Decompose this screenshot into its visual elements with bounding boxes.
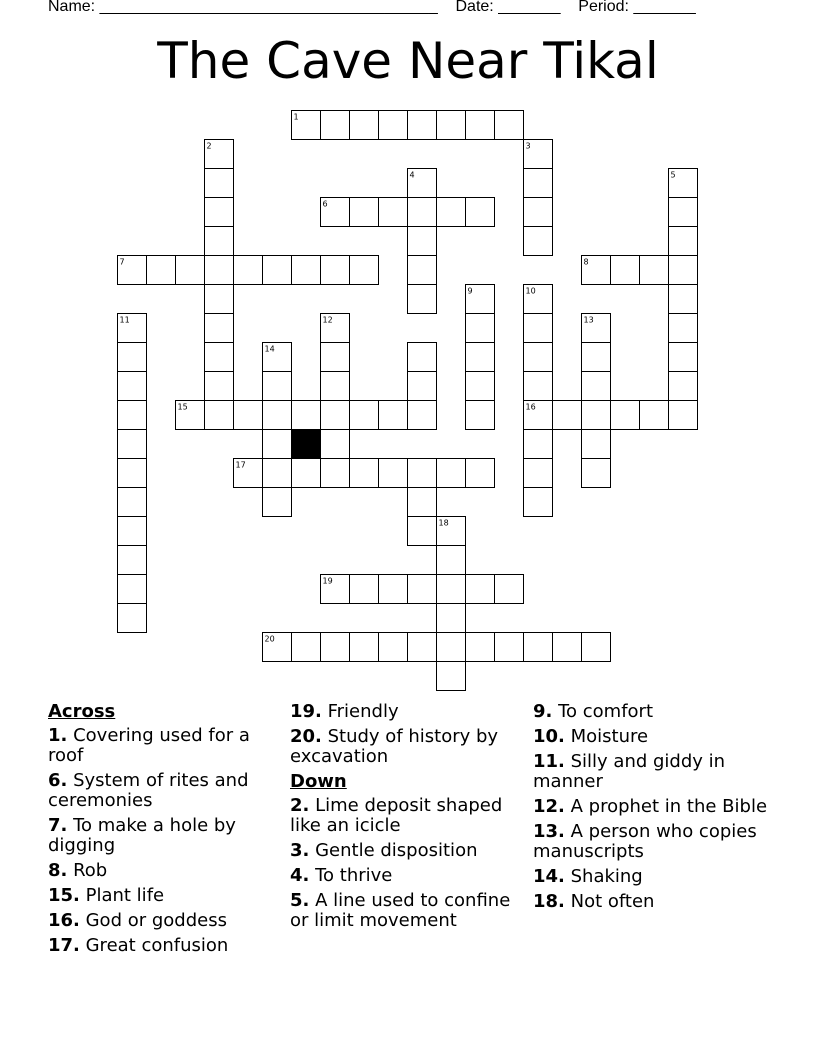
- clue-item: [290, 796, 526, 836]
- clue-number: 12.: [533, 796, 565, 817]
- period-blank[interactable]: _______: [633, 0, 696, 15]
- clue-number: 5.: [290, 890, 310, 911]
- clue-number-label: 14: [264, 344, 275, 354]
- grid-cell[interactable]: [524, 459, 553, 488]
- grid-cell[interactable]: [408, 256, 437, 285]
- grid-cell[interactable]: [350, 401, 379, 430]
- clue-number: 8.: [48, 860, 68, 881]
- grid-cell[interactable]: [437, 517, 466, 546]
- clue-number-label: 20: [264, 634, 275, 644]
- clue-item: [48, 861, 278, 881]
- grid-cell[interactable]: [495, 111, 524, 140]
- grid-cell[interactable]: [176, 256, 205, 285]
- puzzle-title: The Cave Near Tikal: [157, 32, 659, 90]
- name-blank[interactable]: ______________________________________: [99, 0, 438, 15]
- grid-cell[interactable]: [118, 488, 147, 517]
- clue-item: [48, 771, 278, 811]
- grid-cell[interactable]: [669, 343, 698, 372]
- clue-number-label: 11: [119, 315, 130, 325]
- grid-cell[interactable]: [263, 401, 292, 430]
- grid-cell[interactable]: [408, 111, 437, 140]
- grid-cell[interactable]: [466, 111, 495, 140]
- grid-cell[interactable]: [582, 459, 611, 488]
- clue-number-label: 5: [670, 170, 676, 180]
- clue-item: [290, 727, 526, 767]
- grid-cell[interactable]: [292, 459, 321, 488]
- grid-cell[interactable]: [234, 256, 263, 285]
- grid-cell[interactable]: [408, 198, 437, 227]
- down-heading: Down: [290, 771, 347, 792]
- grid-cell[interactable]: [234, 401, 263, 430]
- grid-cell[interactable]: [466, 459, 495, 488]
- clue-number-label: 7: [119, 257, 125, 267]
- clue-number: 7.: [48, 815, 68, 836]
- clue-number-label: 15: [177, 402, 188, 412]
- grid-cell[interactable]: [524, 169, 553, 198]
- grid-cell[interactable]: [669, 198, 698, 227]
- clue-number-label: 1: [293, 112, 299, 122]
- grid-cell[interactable]: [611, 401, 640, 430]
- grid-cell[interactable]: [669, 227, 698, 256]
- clue-text: Rob: [67, 860, 108, 881]
- clue-item: [533, 867, 773, 887]
- grid-cell[interactable]: [640, 401, 669, 430]
- clue-number-label: 12: [322, 315, 333, 325]
- grid-cell[interactable]: [321, 633, 350, 662]
- grid-cell[interactable]: [582, 314, 611, 343]
- grid-cell[interactable]: [379, 575, 408, 604]
- clue-number: 9.: [533, 701, 553, 722]
- clue-number: 14.: [533, 866, 565, 887]
- grid-cell[interactable]: [437, 198, 466, 227]
- grid-cell[interactable]: [524, 227, 553, 256]
- grid-cell[interactable]: [437, 575, 466, 604]
- clue-number: 20.: [290, 726, 322, 747]
- grid-cell[interactable]: [234, 459, 263, 488]
- grid-cell[interactable]: [350, 198, 379, 227]
- grid-cell[interactable]: [582, 633, 611, 662]
- name-label: Name:: [48, 0, 96, 15]
- grid-cell[interactable]: [582, 343, 611, 372]
- clue-number-label: 8: [583, 257, 589, 267]
- clue-text: God or goddess: [79, 910, 227, 931]
- grid-cell[interactable]: [408, 285, 437, 314]
- grid-cell[interactable]: [408, 488, 437, 517]
- grid-cell[interactable]: [205, 198, 234, 227]
- clue-text: Plant life: [79, 885, 165, 906]
- clue-number: 15.: [48, 885, 80, 906]
- grid-cell[interactable]: [292, 401, 321, 430]
- grid-cell[interactable]: [582, 401, 611, 430]
- grid-cell[interactable]: [582, 256, 611, 285]
- grid-cell[interactable]: [669, 314, 698, 343]
- grid-cell[interactable]: [611, 256, 640, 285]
- grid-cell[interactable]: [321, 256, 350, 285]
- clue-item: [48, 816, 278, 856]
- grid-cell[interactable]: [263, 459, 292, 488]
- grid-cell[interactable]: [263, 372, 292, 401]
- grid-cell[interactable]: [350, 111, 379, 140]
- clue-text: Moisture: [564, 726, 649, 747]
- clue-item: [533, 752, 773, 792]
- grid-cell[interactable]: [118, 401, 147, 430]
- grid-cell[interactable]: [350, 256, 379, 285]
- grid-cell[interactable]: [408, 517, 437, 546]
- across-heading: Across: [48, 701, 116, 722]
- grid-cell[interactable]: [466, 198, 495, 227]
- grid-cell[interactable]: [379, 401, 408, 430]
- clue-text: Great confusion: [79, 935, 229, 956]
- clue-text: Gentle disposition: [309, 840, 478, 861]
- clue-text: To make a hole by digging: [48, 815, 236, 856]
- clue-item: [290, 866, 526, 886]
- grid-cell[interactable]: [408, 575, 437, 604]
- clue-item: [48, 911, 278, 931]
- grid-cell[interactable]: [640, 256, 669, 285]
- grid-cell[interactable]: [321, 198, 350, 227]
- grid-cell[interactable]: [379, 198, 408, 227]
- clue-item: [290, 841, 526, 861]
- date-blank[interactable]: _______: [498, 0, 561, 15]
- clue-number-label: 16: [525, 402, 536, 412]
- grid-cell[interactable]: [321, 343, 350, 372]
- clue-text: Silly and giddy in manner: [533, 751, 726, 792]
- clue-text: Shaking: [564, 866, 643, 887]
- clue-number-label: 13: [583, 315, 594, 325]
- grid-cell[interactable]: [408, 459, 437, 488]
- grid-cell[interactable]: [205, 314, 234, 343]
- clue-text: A prophet in the Bible: [564, 796, 768, 817]
- clue-number-label: 2: [206, 141, 212, 151]
- clue-item: [533, 797, 773, 817]
- grid-cell[interactable]: [524, 285, 553, 314]
- grid-cell[interactable]: [553, 401, 582, 430]
- grid-cell[interactable]: [118, 604, 147, 633]
- clue-item: [533, 727, 773, 747]
- grid-cell[interactable]: [292, 633, 321, 662]
- grid-cell[interactable]: [524, 372, 553, 401]
- grid-cell[interactable]: [495, 575, 524, 604]
- grid-cell[interactable]: [408, 633, 437, 662]
- grid-cell[interactable]: [524, 488, 553, 517]
- grid-cell[interactable]: [466, 372, 495, 401]
- grid-cell[interactable]: [263, 633, 292, 662]
- grid-cell[interactable]: [205, 285, 234, 314]
- clue-item: [48, 936, 278, 956]
- clue-number-label: 17: [235, 460, 246, 470]
- grid-cell[interactable]: [466, 343, 495, 372]
- grid-cell[interactable]: [437, 546, 466, 575]
- grid-cell[interactable]: [437, 111, 466, 140]
- grid-cell[interactable]: [524, 430, 553, 459]
- grid-cell[interactable]: [437, 662, 466, 691]
- grid-cell[interactable]: [669, 285, 698, 314]
- grid-cell[interactable]: [669, 401, 698, 430]
- grid-cell[interactable]: [466, 314, 495, 343]
- grid-cell[interactable]: [582, 430, 611, 459]
- grid-cell[interactable]: [379, 633, 408, 662]
- clue-number-label: 3: [525, 141, 531, 151]
- grid-cell[interactable]: [379, 459, 408, 488]
- grid-cell[interactable]: [321, 459, 350, 488]
- grid-cell[interactable]: [669, 372, 698, 401]
- clue-item: [48, 726, 278, 766]
- clue-number: 13.: [533, 821, 565, 842]
- clue-text: To thrive: [309, 865, 393, 886]
- grid-cell[interactable]: [582, 372, 611, 401]
- clue-number: 11.: [533, 751, 565, 772]
- clue-number: 1.: [48, 725, 68, 746]
- grid-cell[interactable]: [524, 343, 553, 372]
- grid-cell[interactable]: [669, 169, 698, 198]
- grid-cell[interactable]: [669, 256, 698, 285]
- grid-cell[interactable]: [466, 633, 495, 662]
- grid-cell[interactable]: [408, 343, 437, 372]
- clue-item: [290, 702, 526, 722]
- grid-cell[interactable]: [437, 604, 466, 633]
- grid-cell[interactable]: [408, 401, 437, 430]
- clue-text: System of rites and ceremonies: [48, 770, 249, 811]
- clue-number-label: 18: [438, 518, 449, 528]
- grid-cell[interactable]: [147, 256, 176, 285]
- grid-cell[interactable]: [263, 256, 292, 285]
- clue-text: Covering used for a roof: [48, 725, 250, 766]
- grid-cell[interactable]: [118, 546, 147, 575]
- clue-text: Not often: [564, 891, 655, 912]
- clue-item: [533, 822, 773, 862]
- clue-item: [533, 702, 773, 722]
- grid-cell[interactable]: [205, 372, 234, 401]
- clue-number-label: 10: [525, 286, 536, 296]
- grid-cell[interactable]: [292, 111, 321, 140]
- grid-cell[interactable]: [205, 401, 234, 430]
- grid-cell[interactable]: [350, 633, 379, 662]
- grid-cell[interactable]: [321, 575, 350, 604]
- clue-number: 16.: [48, 910, 80, 931]
- down-clues: [290, 702, 526, 936]
- grid-cell[interactable]: [408, 227, 437, 256]
- grid-cell[interactable]: [524, 633, 553, 662]
- date-label: Date:: [455, 0, 494, 15]
- grid-cell[interactable]: [437, 633, 466, 662]
- grid-cell[interactable]: [350, 459, 379, 488]
- clue-number: 4.: [290, 865, 310, 886]
- clue-text: Lime deposit shaped like an icicle: [290, 795, 503, 836]
- grid-cell[interactable]: [321, 111, 350, 140]
- grid-cell[interactable]: [466, 401, 495, 430]
- clue-item: [48, 886, 278, 906]
- clue-text: To comfort: [552, 701, 654, 722]
- grid-cell[interactable]: [437, 459, 466, 488]
- black-cell: [292, 430, 321, 459]
- grid-cell[interactable]: [321, 401, 350, 430]
- grid-cell[interactable]: [408, 372, 437, 401]
- grid-cell[interactable]: [524, 314, 553, 343]
- clue-number: 6.: [48, 770, 68, 791]
- grid-cell[interactable]: [321, 430, 350, 459]
- grid-cell[interactable]: [205, 169, 234, 198]
- across-clues: [48, 702, 278, 961]
- clue-text: Study of history by excavation: [290, 726, 499, 767]
- grid-cell[interactable]: [263, 430, 292, 459]
- grid-cell[interactable]: [118, 575, 147, 604]
- grid-cell[interactable]: [176, 401, 205, 430]
- clue-number: 10.: [533, 726, 565, 747]
- clue-text: A line used to confine or limit movement: [290, 890, 511, 931]
- grid-cell[interactable]: [205, 256, 234, 285]
- grid-cell[interactable]: [495, 633, 524, 662]
- clue-text: A person who copies manuscripts: [533, 821, 757, 862]
- grid-cell[interactable]: [350, 575, 379, 604]
- clue-number-label: 19: [322, 576, 333, 586]
- grid-cell[interactable]: [379, 111, 408, 140]
- grid-cell[interactable]: [524, 140, 553, 169]
- clue-number-label: 4: [409, 170, 415, 180]
- grid-cell[interactable]: [263, 488, 292, 517]
- grid-cell[interactable]: [118, 314, 147, 343]
- grid-cell[interactable]: [118, 372, 147, 401]
- grid-cell[interactable]: [321, 372, 350, 401]
- grid-cell[interactable]: [553, 633, 582, 662]
- grid-cell[interactable]: [408, 169, 437, 198]
- grid-cell[interactable]: [118, 430, 147, 459]
- clue-number: 2.: [290, 795, 310, 816]
- clue-number-label: 9: [467, 286, 473, 296]
- grid-cell[interactable]: [205, 227, 234, 256]
- clue-number: 18.: [533, 891, 565, 912]
- grid-cell[interactable]: [524, 401, 553, 430]
- clue-item: [533, 892, 773, 912]
- grid-cell[interactable]: [321, 314, 350, 343]
- clue-number: 19.: [290, 701, 322, 722]
- grid-cell[interactable]: [466, 575, 495, 604]
- period-label: Period:: [578, 0, 629, 15]
- grid-cell[interactable]: [118, 343, 147, 372]
- grid-cell[interactable]: [205, 343, 234, 372]
- down-clues-continued: [533, 702, 773, 917]
- grid-cell[interactable]: [118, 256, 147, 285]
- clue-item: [290, 891, 526, 931]
- clue-number: 17.: [48, 935, 80, 956]
- grid-cell[interactable]: [466, 285, 495, 314]
- grid-cell[interactable]: [118, 459, 147, 488]
- clue-text: Friendly: [321, 701, 399, 722]
- clue-number-label: 6: [322, 199, 328, 209]
- grid-cell[interactable]: [118, 517, 147, 546]
- grid-cell[interactable]: [524, 198, 553, 227]
- grid-cell[interactable]: [292, 256, 321, 285]
- grid-cell[interactable]: [263, 343, 292, 372]
- grid-cell[interactable]: [205, 140, 234, 169]
- clue-number: 3.: [290, 840, 310, 861]
